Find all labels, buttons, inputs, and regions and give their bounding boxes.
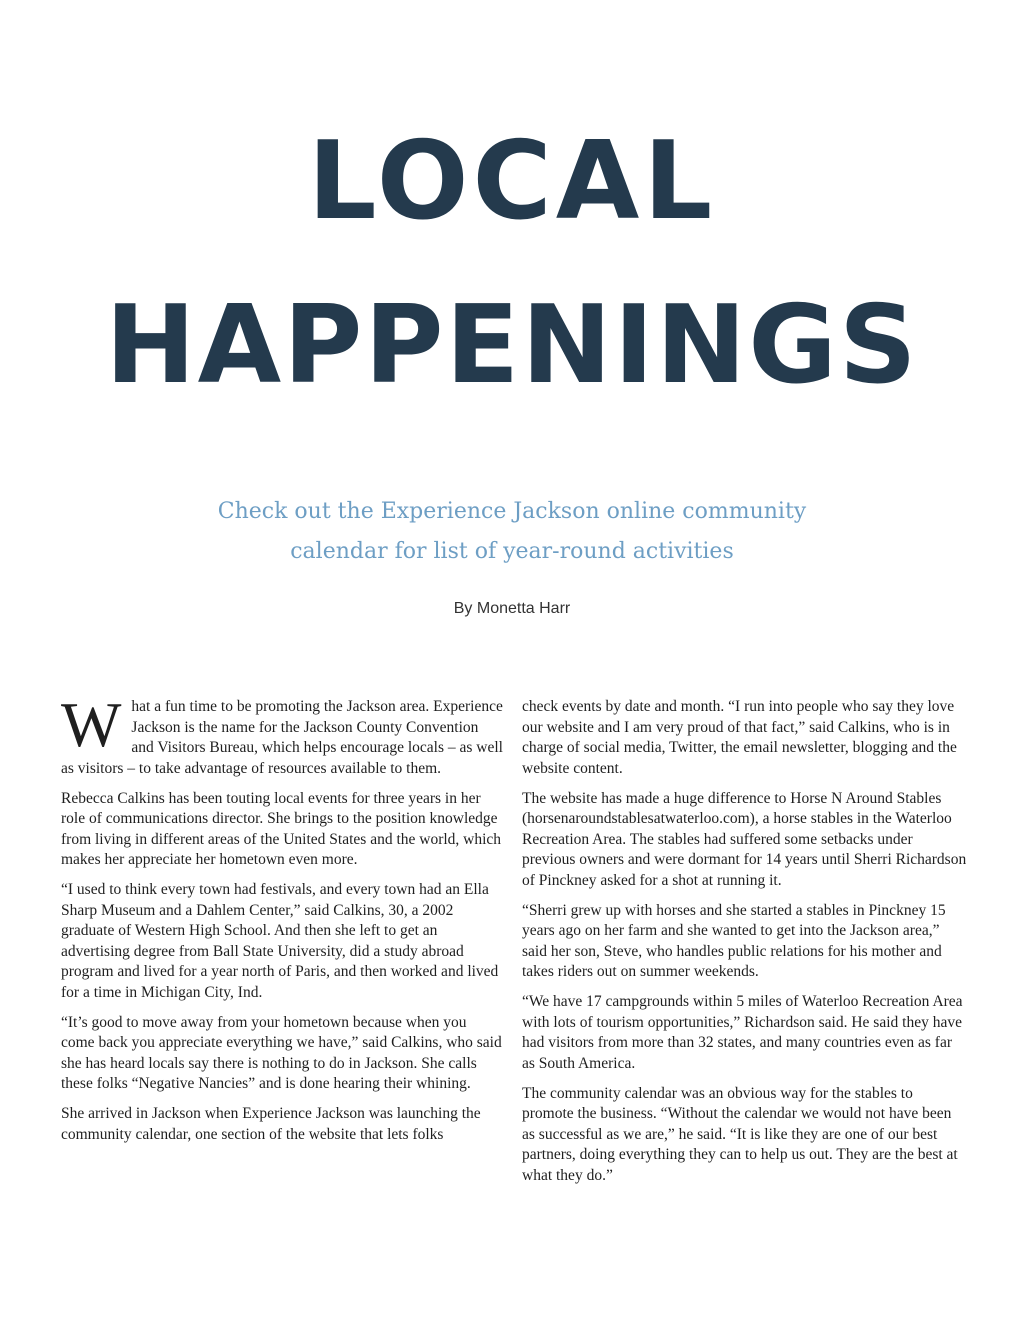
article-paragraph: She arrived in Jackson when Experience Jackson was launching the community calendar, one section of the website that lets folks [61,1105,481,1143]
drop-cap: W [61,689,122,760]
article-column-right [522,697,967,1196]
article-paragraph: The community calendar was an obvious way for the stables to promote the business. “Without the calendar we would not have been as successful as we are,” he said. “It is like they are one of our best partners, doing everything they can to help us out. They are the best at what they do.” [522,1084,958,1184]
deck-line-1: Check out the Experience Jackson online community [217,499,807,524]
article-paragraph: “It’s good to move away from your hometown because when you come back you appreciate everything we have,” said Calkins, who said she has heard locals say there is nothing to do in Jackson. She calls these folks “Negative Nancies” and is done hearing their whining. [61,1013,502,1092]
article-paragraph: Rebecca Calkins has been touting local events for three years in her role of communications director. She brings to the position knowledge from living in different areas of the United States and the world, which makes her appreciate her hometown even more. [61,789,502,868]
article-paragraph: “Sherri grew up with horses and she started a stables in Pinckney 15 years ago on her farm and she wanted to get into the Jackson area,” said her son, Steve, who handles public relations for his mother and takes riders out on summer weekends. [522,901,946,980]
article-paragraph: “I used to think every town had festivals, and every town had an Ella Sharp Museum and a Dahlem Center,” said Calkins, 30, a 2002 graduate of Western High School. And then she left to get an advertising degree from Ball State University, did a study abroad program and lived for a year north of Paris, and then worked and lived for a time in Michigan City, Ind. [61,881,499,1001]
headline-line-2: HAPPENINGS [105,283,919,408]
article-paragraph: The website has made a huge difference to Horse N Around Stables (horsenaroundstablesatwaterloo.com), a horse stables in the Waterloo Recreation Area. The stables had suffered some setbacks under previous owners and were dormant for 14 years until Sherri Richardson of Pinckney asked for a shot at running it. [522,789,967,889]
deck-line-2: calendar for list of year-round activities [290,539,734,564]
headline-line-1: LOCAL [307,119,717,244]
article-paragraph: “We have 17 campgrounds within 5 miles of Waterloo Recreation Area with lots of tourism opportunities,” Richardson said. He said they have had visitors from more than 32 states, and many countries even as far as South America. [522,993,963,1072]
paragraph-text: hat a fun time to be promoting the Jackson area. Experience Jackson is the name for the Jackson County Convention and Visitors Bureau, which helps encourage locals – as well as visitors – to take advantage of resources available to them. [61,698,503,777]
article-column-left [61,689,503,1155]
byline: By Monetta Harr [453,600,571,617]
deck-subtitle [0,492,1024,572]
article-paragraph: check events by date and month. “I run into people who say they love our website and I am very proud of that fact,” said Calkins, who is in charge of social media, Twitter, the email newsletter, blogging and the website content. [522,698,957,777]
article-paragraph [61,689,503,779]
